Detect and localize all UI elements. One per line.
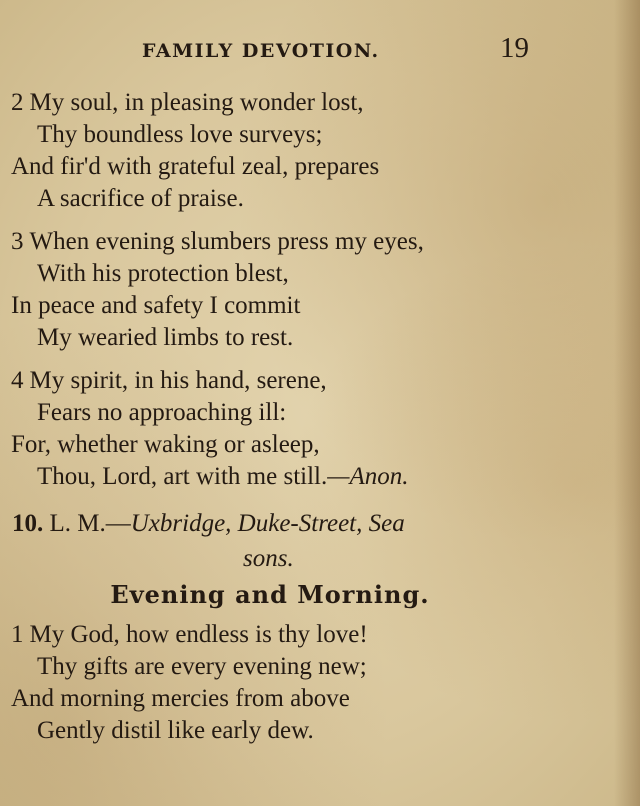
attribution: —Anon.	[327, 463, 409, 490]
verse-line: In peace and safety I commit	[11, 292, 301, 319]
hymn-title: Evening and Morning.	[110, 580, 430, 609]
stanza-2	[0, 87, 600, 215]
stanza-4	[0, 365, 600, 493]
verse-line: And morning mercies from above	[11, 685, 350, 712]
verse-line: My wearied limbs to rest.	[37, 324, 294, 351]
page-header	[0, 30, 640, 70]
hymn-stanza-1	[0, 619, 600, 747]
verse-line: For, whether waking or asleep,	[11, 431, 320, 458]
verse-line: 4 My spirit, in his hand, serene,	[11, 367, 327, 394]
stanza-number: 4	[11, 367, 24, 394]
hymn-heading	[12, 508, 405, 540]
hymn-number: 10.	[12, 510, 44, 537]
verse-line: Gently distil like early dew.	[37, 717, 314, 744]
page-number: 19	[500, 32, 529, 64]
verse-line: 2 My soul, in pleasing wonder lost,	[11, 89, 364, 116]
page-edge-shadow	[614, 0, 640, 806]
hymn-tunes: Uxbridge, Duke-Street, Sea	[130, 510, 405, 537]
verse-line: 3 When evening slumbers press my eyes,	[11, 228, 424, 255]
running-head: FAMILY DEVOTION.	[142, 40, 380, 62]
verse-line: Fears no approaching ill:	[37, 399, 287, 426]
stanza-number: 2	[11, 89, 24, 116]
verse-line: A sacrifice of praise.	[37, 185, 244, 212]
verse-line: Thy boundless love surveys;	[37, 121, 323, 148]
verse-line: Thou, Lord, art with me still.—Anon.	[37, 463, 409, 490]
verse-line: 1 My God, how endless is thy love!	[11, 621, 368, 648]
stanza-3	[0, 226, 600, 354]
stanza-number: 3	[11, 228, 24, 255]
stanza-number: 1	[11, 621, 24, 648]
hymn-meter: L. M.—	[49, 510, 131, 537]
verse-line: With his protection blest,	[37, 260, 289, 287]
verse-line: And fir'd with grateful zeal, prepares	[11, 153, 380, 180]
verse-line: Thy gifts are every evening new;	[37, 653, 367, 680]
hymn-tunes-continued: sons.	[243, 545, 294, 572]
